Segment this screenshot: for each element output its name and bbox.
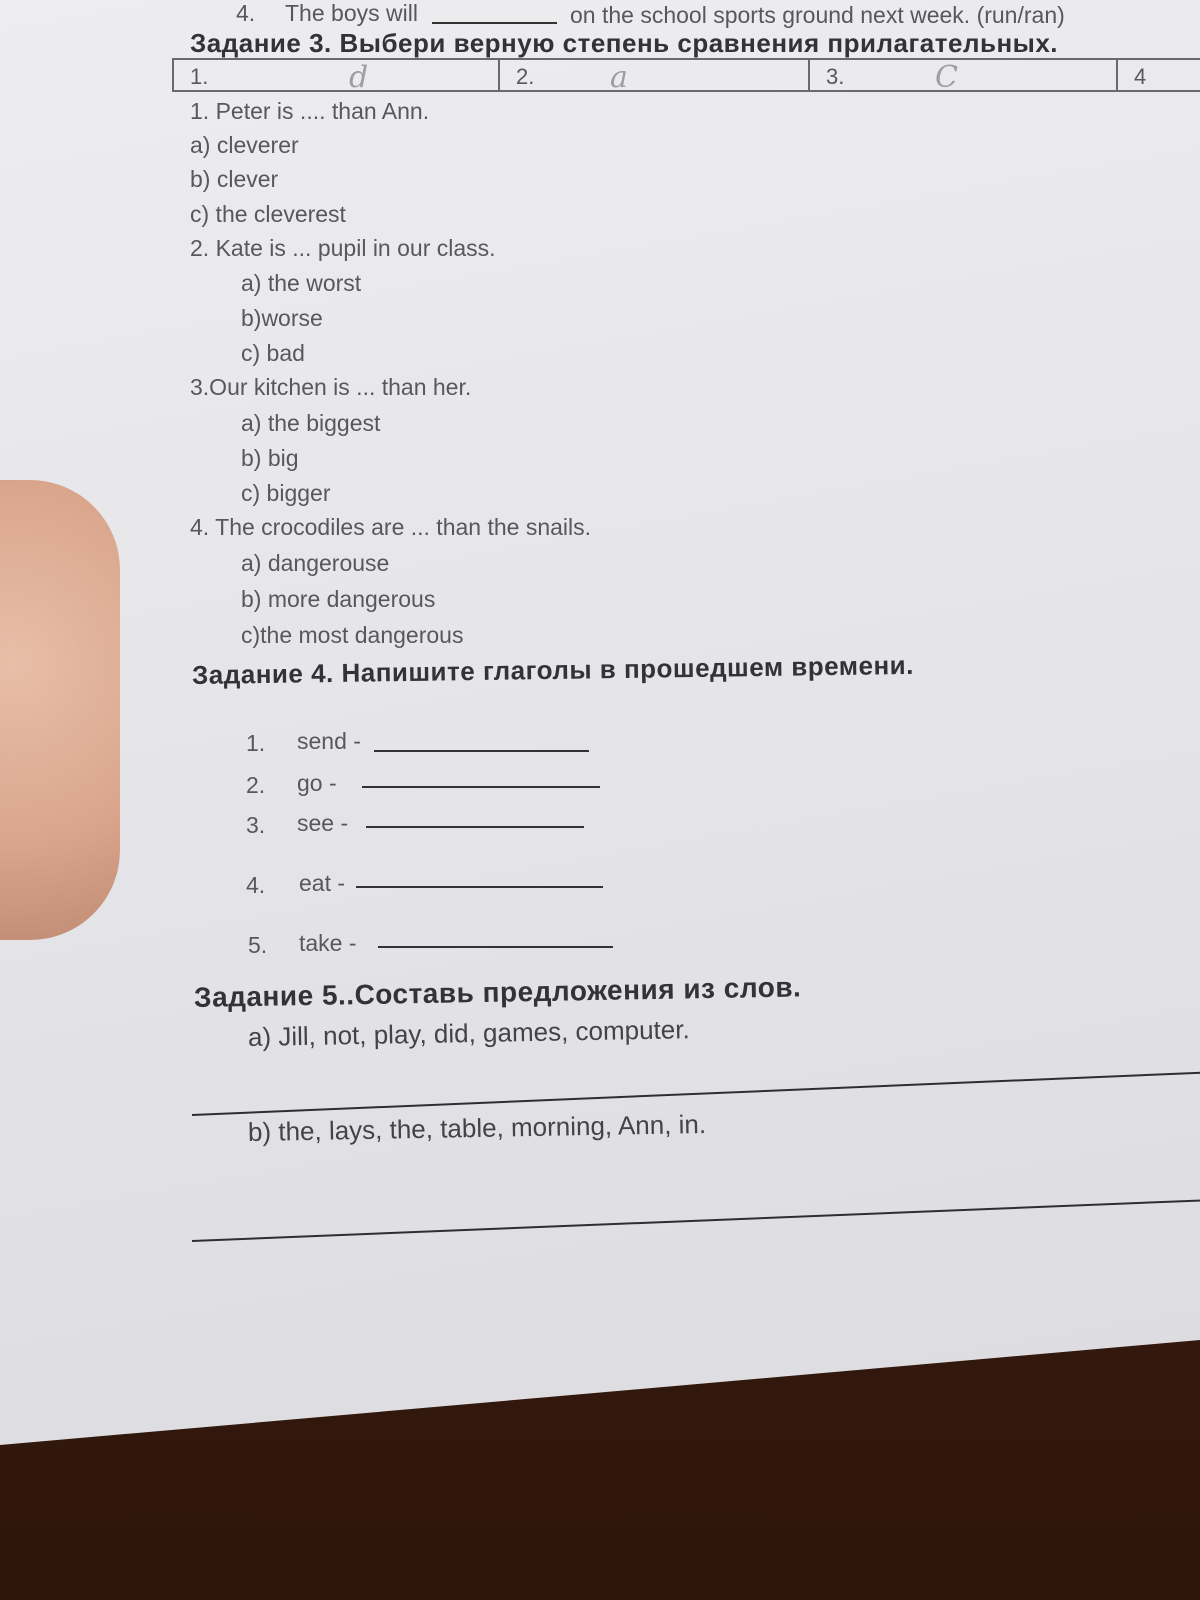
question-4-option-b[interactable]: b) more dangerous [241,586,436,612]
question-2-option-b[interactable]: b)worse [241,305,323,331]
question-1-option-c[interactable]: c) the cleverest [190,201,346,227]
answer-cell-2[interactable] [500,60,810,95]
question-4: 4. The crocodiles are ... than the snails. [190,514,592,540]
top-item-number: 4. [236,0,256,26]
question-1-option-b[interactable]: b) clever [190,166,279,192]
question-3-option-b[interactable]: b) big [241,445,299,471]
top-item-text-after: on the school sports ground next week. (run/ran) [570,2,1065,28]
top-item-blank[interactable] [432,22,557,24]
top-item-text-before: The boys will [285,0,418,26]
question-3-option-a[interactable]: a) the biggest [241,410,381,436]
question-1: 1. Peter is .... than Ann. [190,98,430,124]
verb-word: see - [297,810,349,836]
verb-answer-blank[interactable] [356,886,603,888]
question-3: 3.Our kitchen is ... than her. [190,374,472,400]
finger [0,480,120,940]
handwritten-answer: d [349,60,369,95]
question-2: 2. Kate is ... pupil in our class. [190,235,496,261]
verb-word: eat - [299,870,346,896]
verb-number: 5. [248,932,268,958]
question-3-option-c[interactable]: c) bigger [241,480,331,506]
handwritten-answer: C [935,60,958,95]
task4-title: Задание 4. Напишите глаголы в прошедшем времени. [191,649,915,690]
answer-cell-number: 2. [516,64,535,89]
answer-cell-1[interactable] [174,60,500,95]
answer-cell-number: 4 [1134,64,1147,89]
verb-word: send - [297,728,361,754]
question-2-option-c[interactable]: c) bad [241,340,305,366]
verb-word: go - [297,770,337,796]
verb-number: 1. [246,730,266,756]
verb-answer-blank[interactable] [362,786,600,788]
task3-title: Задание 3. Выбери верную степень сравнения прилагательных. [190,28,1059,58]
verb-number: 3. [246,812,266,838]
task5-item-b: b) the, lays, the, table, morning, Ann, in. [247,1109,707,1147]
verb-answer-blank[interactable] [374,750,589,752]
verb-word: take - [299,930,357,956]
question-1-option-a[interactable]: a) cleverer [190,132,299,158]
verb-answer-blank[interactable] [378,946,613,948]
task5-title: Задание 5..Составь предложения из слов. [193,971,802,1013]
question-2-option-a[interactable]: a) the worst [241,270,362,296]
verb-answer-blank[interactable] [366,826,584,828]
verb-number: 2. [246,772,266,798]
answer-cell-number: 3. [826,64,845,89]
answer-cell-number: 1. [190,64,209,89]
task5-item-a: a) Jill, not, play, did, games, computer. [247,1014,690,1052]
answer-cell-4[interactable] [1118,60,1200,90]
answer-table [172,58,1200,95]
handwritten-answer: a [610,60,628,95]
question-4-option-c[interactable]: c)the most dangerous [241,622,464,648]
answer-cell-3[interactable] [810,60,1118,95]
question-4-option-a[interactable]: a) dangerouse [241,550,390,576]
verb-number: 4. [246,872,266,898]
